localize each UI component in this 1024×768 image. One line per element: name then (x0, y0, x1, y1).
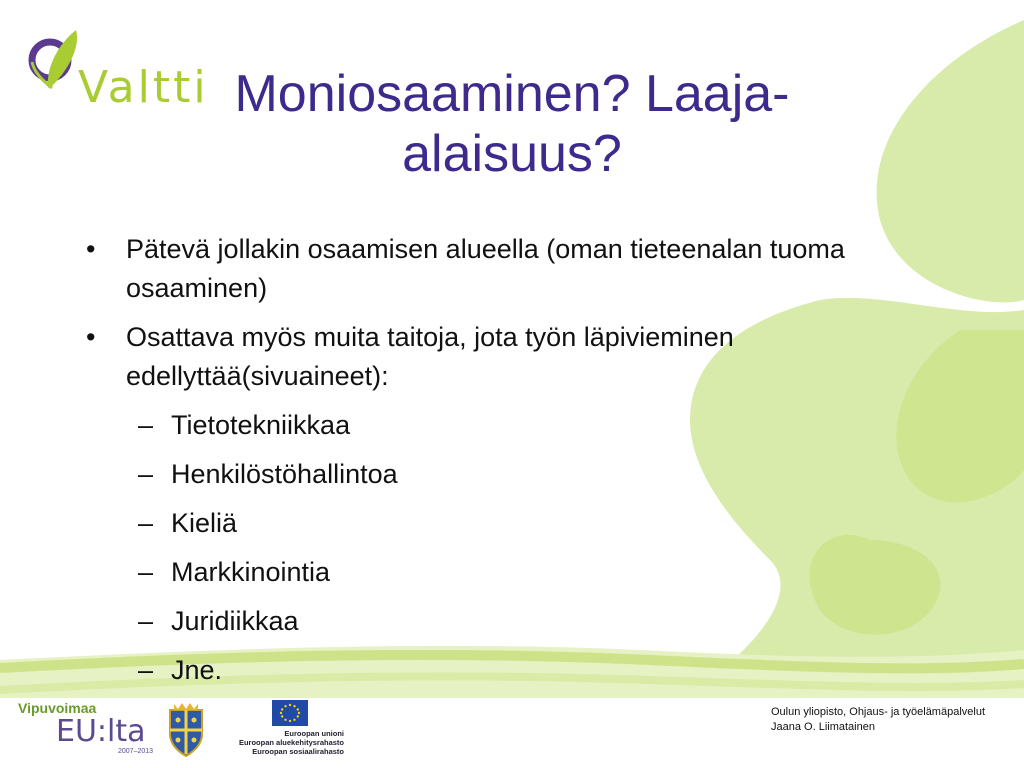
coat-of-arms-icon (162, 700, 210, 758)
bullet-marker: • (86, 234, 96, 264)
eu-flag-icon (272, 700, 308, 726)
dash-marker: – (138, 557, 154, 587)
sub-bullet-item (82, 602, 962, 641)
bullet-item (82, 230, 962, 308)
sub-bullet-item (82, 504, 962, 543)
slide-body (82, 230, 962, 700)
dash-marker: – (138, 655, 154, 685)
slide-footer (771, 705, 985, 735)
valtti-logo-word: Valtti (78, 62, 209, 113)
eu-fund2-text: Euroopan sosiaalirahasto (252, 747, 344, 756)
dash-marker: – (138, 410, 154, 440)
bullet-text: Osattava myös muita taitoja, jota työn läpivieminen edellyttää(sivuaineet): (126, 322, 734, 391)
footer-line-author: Jaana O. Liimatainen (771, 721, 875, 733)
sub-bullet-text: Jne. (171, 655, 223, 685)
sub-bullet-text: Kieliä (171, 508, 238, 538)
sub-bullet-item (82, 553, 962, 592)
dash-marker: – (138, 508, 154, 538)
bullet-item (82, 318, 962, 396)
bullet-marker: • (86, 322, 96, 352)
sub-bullet-text: Henkilöstöhallintoa (171, 459, 398, 489)
sub-bullet-item (82, 406, 962, 445)
years-text: 2007–2013 (118, 748, 154, 755)
sub-bullet-text: Markkinointia (171, 557, 331, 587)
eu-fund1-text: Euroopan aluekehitysrahasto (238, 738, 344, 747)
sub-bullet-text: Juridiikkaa (171, 606, 299, 636)
eu-fund-text (218, 729, 344, 756)
vipuvoimaa-text: Vipuvoimaa (18, 700, 97, 716)
sub-bullet-text: Tietotekniikkaa (171, 410, 351, 440)
eulta-text: EU:lta (56, 714, 146, 749)
eu-union-text: Euroopan unioni (284, 729, 344, 738)
vipuvoimaa-eulta-logo (18, 700, 153, 755)
dash-marker: – (138, 606, 154, 636)
footer-line-organization: Oulun yliopisto, Ohjaus- ja työelämäpalvelut (771, 706, 986, 718)
bullet-text: Pätevä jollakin osaamisen alueella (oman tieteenalan tuoma osaaminen) (126, 234, 845, 303)
sub-bullet-item (82, 455, 962, 494)
sub-bullet-item (82, 651, 962, 690)
slide-title: Moniosaaminen? Laaja-alaisuus? (234, 65, 790, 183)
dash-marker: – (138, 459, 154, 489)
